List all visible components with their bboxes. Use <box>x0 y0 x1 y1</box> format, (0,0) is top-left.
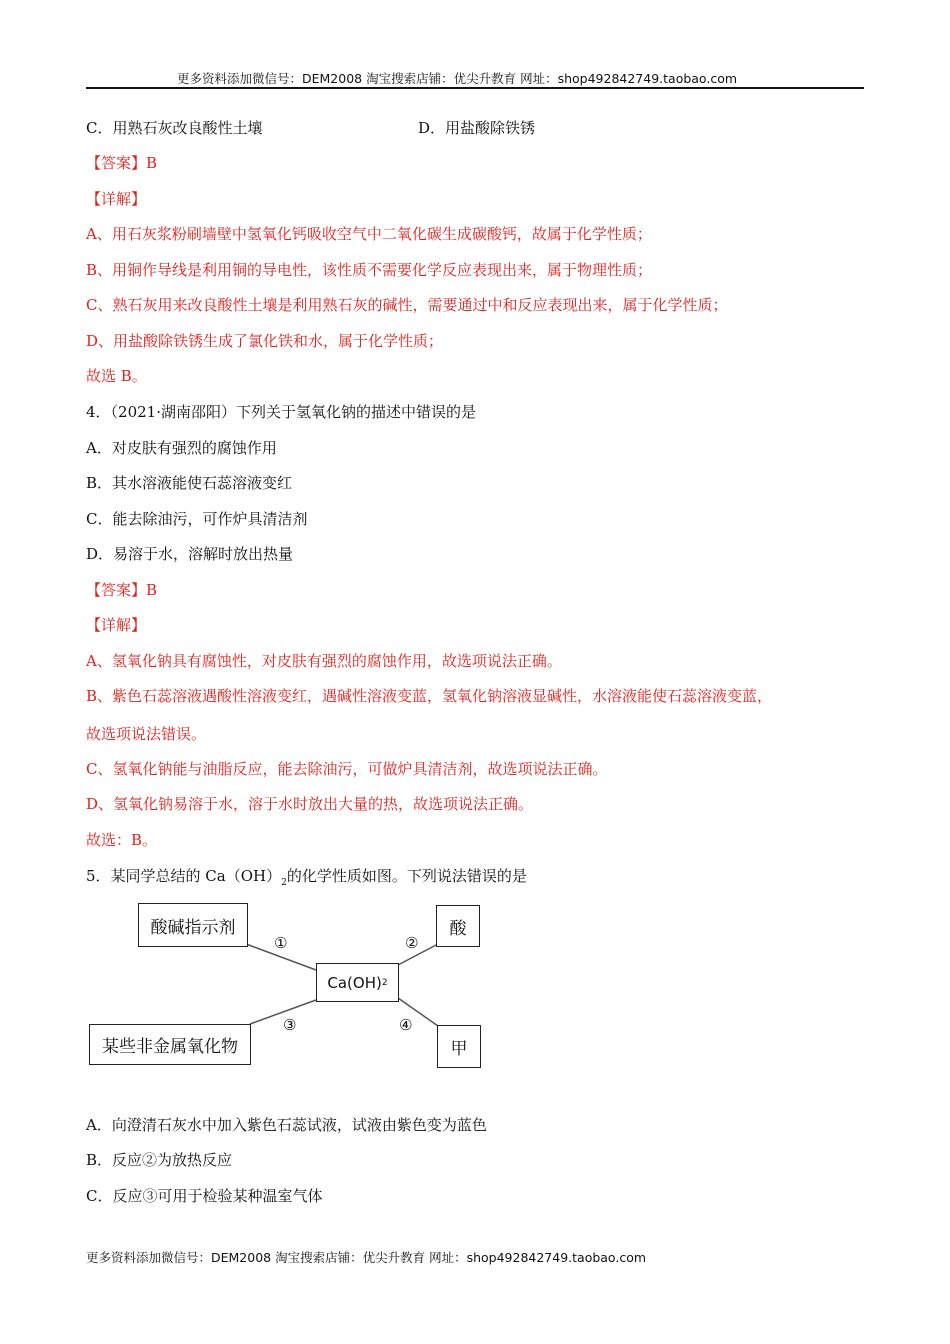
q3-detail-a: A、用石灰浆粉刷墙壁中氢氧化钙吸收空气中二氧化碳生成碳酸钙，故属于化学性质； <box>86 225 652 243</box>
q4-conclusion: 故选：B。 <box>86 831 158 849</box>
label-reaction-3: ③ <box>283 1016 297 1034</box>
page-header: 更多资料添加微信号：DEM2008 淘宝搜索店铺：优尖升教育 网址：shop492842749.taobao.com <box>177 71 738 86</box>
q3-detail-c: C、熟石灰用来改良酸性土壤是利用熟石灰的碱性，需要通过中和反应表现出来，属于化学性质； <box>86 296 728 314</box>
q3-detail-d: D、用盐酸除铁锈生成了氯化铁和水，属于化学性质； <box>86 332 444 350</box>
q4-option-b: B．其水溶液能使石蕊溶液变红 <box>86 474 293 492</box>
q5-option-b: B．反应②为放热反应 <box>86 1151 233 1169</box>
q3-conclusion: 故选 B。 <box>86 367 147 385</box>
q3-answer: 【答案】B <box>86 154 158 172</box>
q4-option-d: D．易溶于水，溶解时放出热量 <box>86 545 294 563</box>
label-reaction-4: ④ <box>399 1016 413 1034</box>
q4-answer: 【答案】B <box>86 581 158 599</box>
q4-option-a: A．对皮肤有强烈的腐蚀作用 <box>86 439 277 457</box>
node-nonmetal-oxide: 某些非金属氧化物 <box>89 1024 251 1065</box>
q3-detail-label: 【详解】 <box>86 190 147 208</box>
node-acid: 酸 <box>436 905 480 947</box>
q4-detail-label: 【详解】 <box>86 616 147 634</box>
q3-option-c: C．用熟石灰改良酸性土壤 <box>86 119 263 137</box>
page-footer: 更多资料添加微信号：DEM2008 淘宝搜索店铺：优尖升教育 网址：shop492842749.taobao.com <box>86 1250 647 1265</box>
q5-option-c: C．反应③可用于检验某种温室气体 <box>86 1187 323 1205</box>
label-reaction-2: ② <box>405 934 419 952</box>
q4-detail-b-cont: 故选项说法错误。 <box>86 725 207 743</box>
q5-option-a: A．向澄清石灰水中加入紫色石蕊试液，试液由紫色变为蓝色 <box>86 1116 487 1134</box>
q3-option-d: D．用盐酸除铁锈 <box>418 119 536 137</box>
q5-stem: 5．某同学总结的 $Ca(OH)_2$的化学性质如图。下列说法错误的是 <box>86 867 527 888</box>
q3-detail-b: B、用铜作导线是利用铜的导电性，该性质不需要化学反应表现出来，属于物理性质； <box>86 261 653 279</box>
q4-detail-a: A、氢氧化钠具有腐蚀性，对皮肤有强烈的腐蚀作用，故选项说法正确。 <box>86 652 562 670</box>
q4-detail-b: B、紫色石蕊溶液遇酸性溶液变红，遇碱性溶液变蓝，氢氧化钠溶液显碱性，水溶液能使石蕊溶液变蓝， <box>86 687 773 705</box>
label-reaction-1: ① <box>274 934 288 952</box>
node-jia: 甲 <box>437 1025 481 1068</box>
q4-option-c: C．能去除油污，可作炉具清洁剂 <box>86 510 308 528</box>
q4-stem: 4．（2021·湖南邵阳）下列关于氢氧化钠的描述中错误的是 <box>86 403 476 421</box>
node-calcium-hydroxide: Ca(OH) 2 <box>316 963 399 1002</box>
q4-detail-d: D、氢氧化钠易溶于水，溶于水时放出大量的热，故选项说法正确。 <box>86 795 534 813</box>
q4-detail-c: C、氢氧化钠能与油脂反应，能去除油污，可做炉具清洁剂，故选项说法正确。 <box>86 760 608 778</box>
node-indicator: 酸碱指示剂 <box>138 903 248 947</box>
